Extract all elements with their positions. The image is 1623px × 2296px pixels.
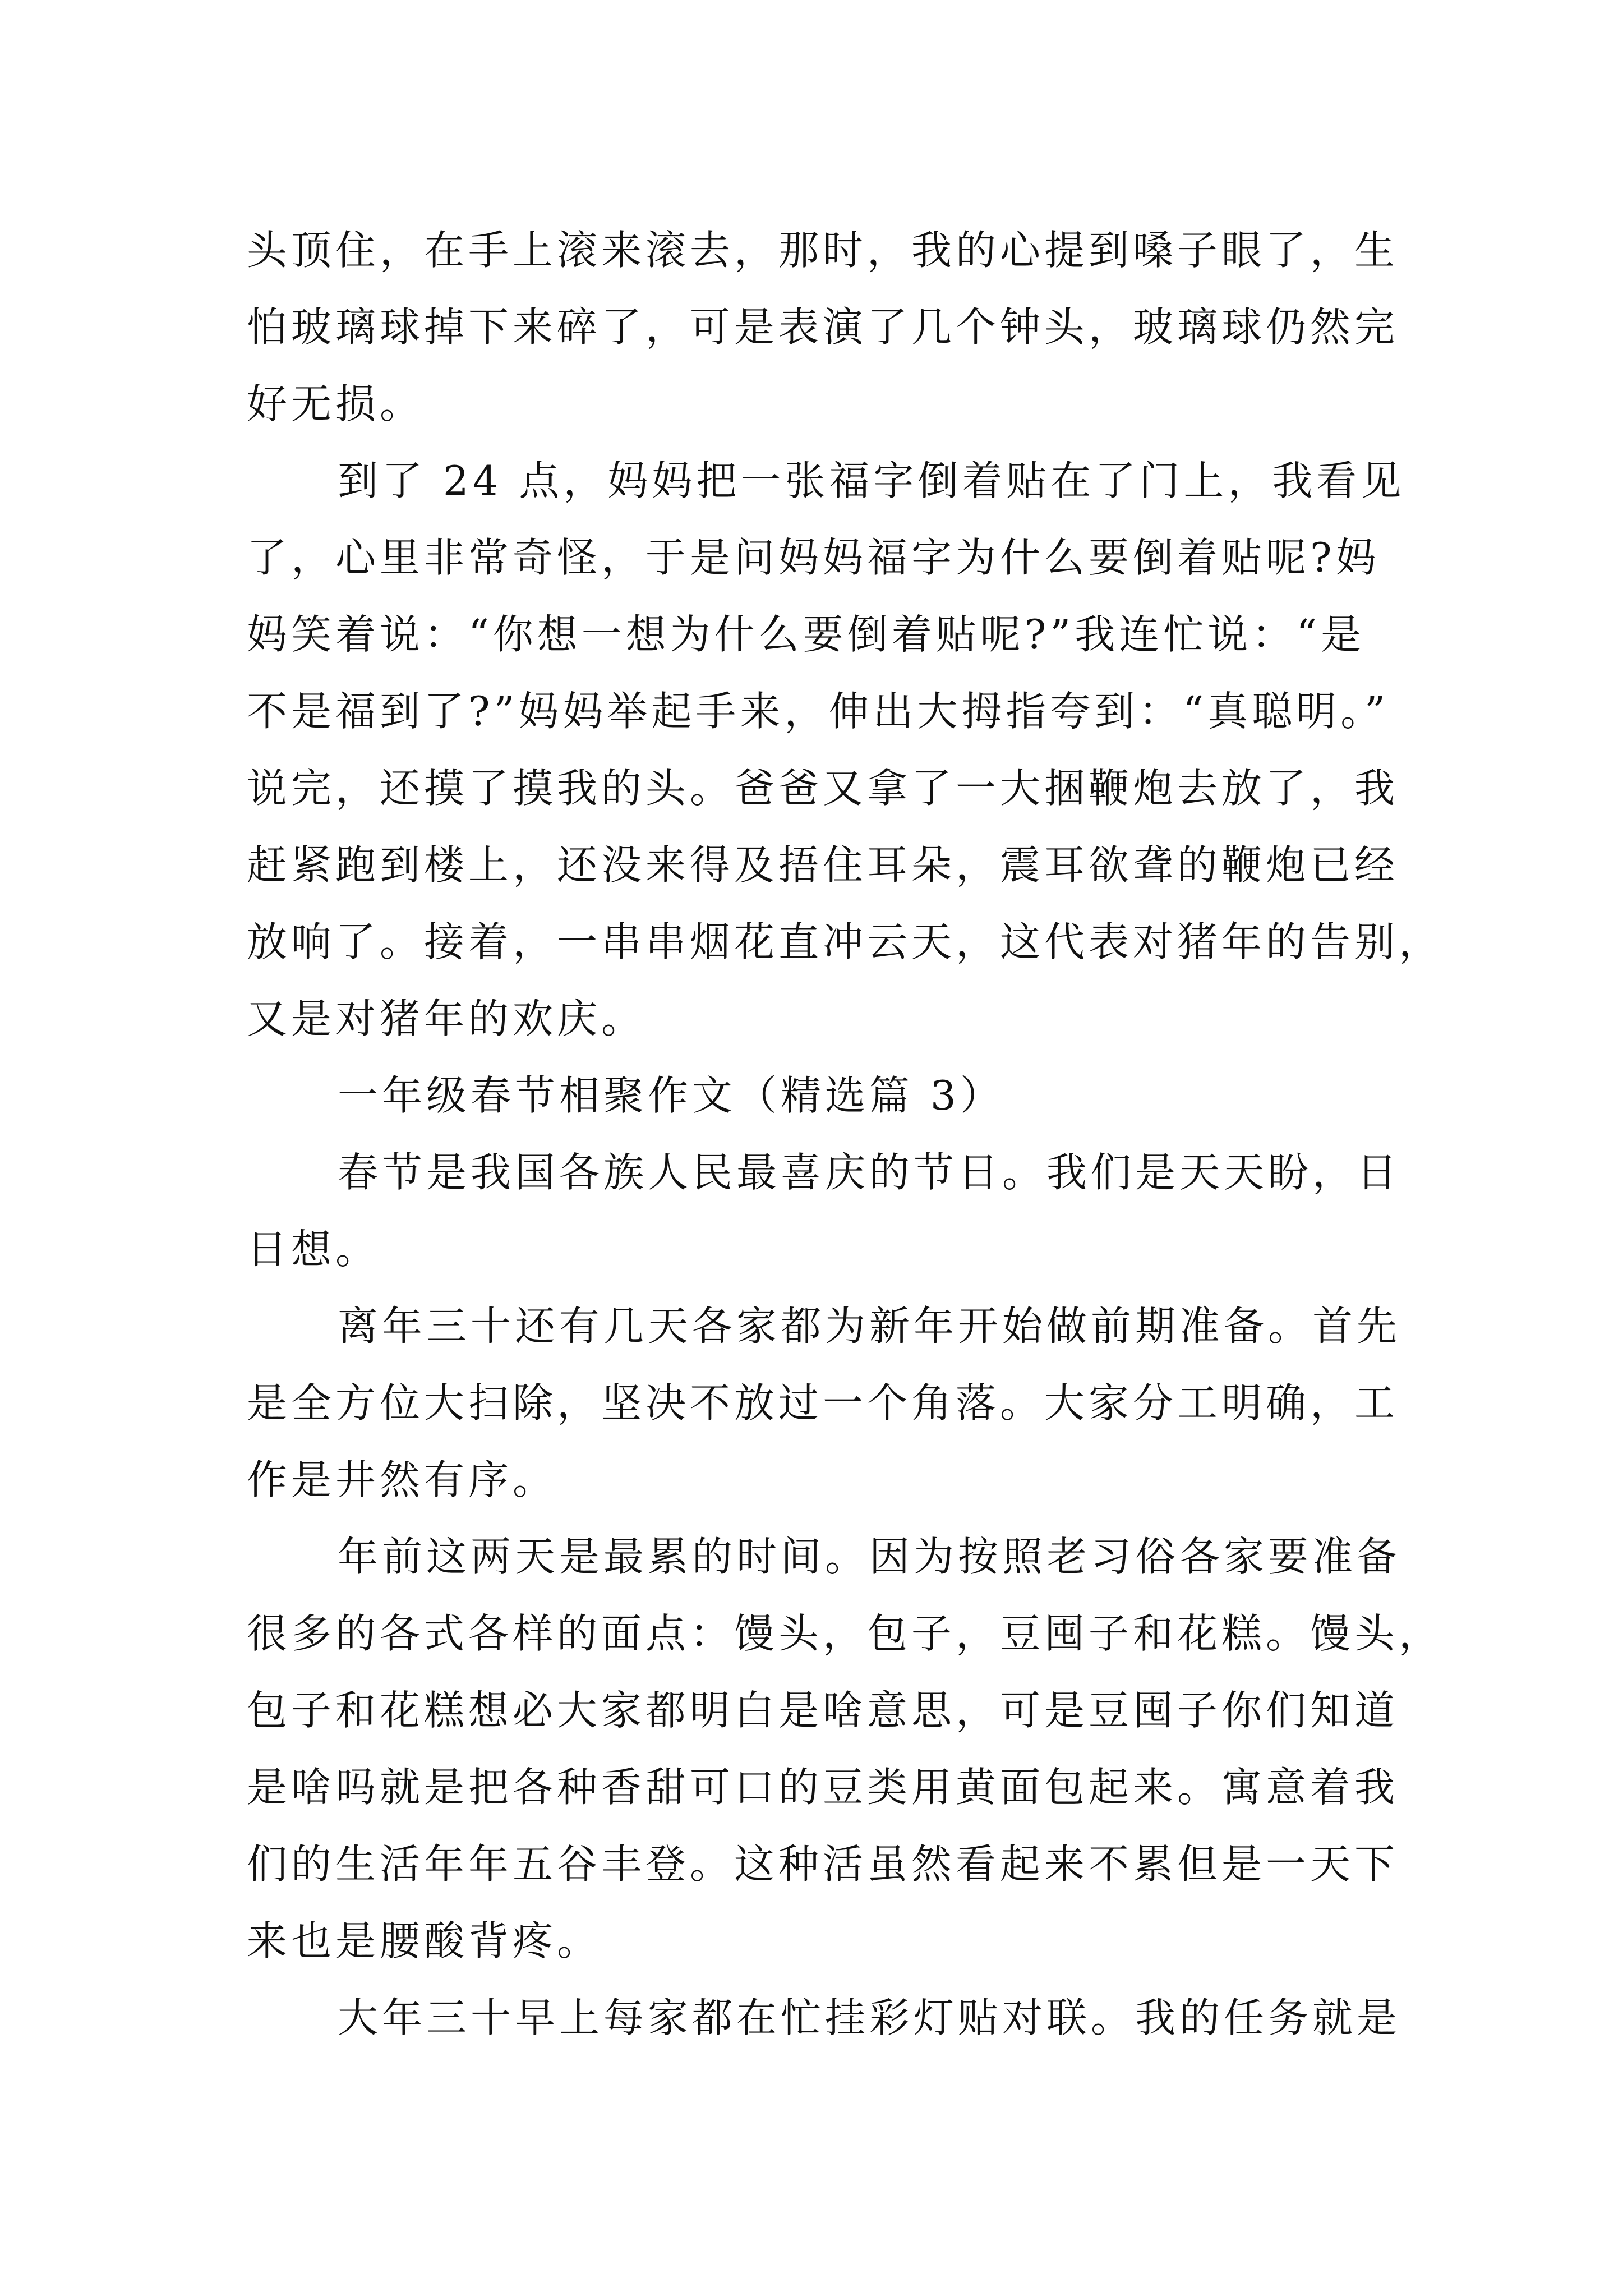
text-line: 不是福到了?”妈妈举起手来，伸出大拇指夸到：“真聪明。”: [247, 688, 1390, 735]
text-line: 赶紧跑到楼上，还没来得及捂住耳朵，震耳欲聋的鞭炮已经: [247, 841, 1399, 889]
text-line: 是啥吗就是把各种香甜可口的豆类用黄面包起来。寓意着我: [247, 1764, 1399, 1811]
paragraph-start-line: 离年三十还有几天各家都为新年开始做前期准备。首先: [338, 1303, 1401, 1350]
text-line: 放响了。接着，一串串烟花直冲云天，这代表对猪年的告别，: [247, 918, 1444, 965]
text-line: 头顶住，在手上滚来滚去，那时，我的心提到嗓子眼了，生: [247, 227, 1399, 274]
text-line: 来也是腰酸背疼。: [247, 1917, 602, 1964]
text-line: 说完，还摸了摸我的头。爸爸又拿了一大捆鞭炮去放了，我: [247, 765, 1399, 812]
paragraph-start-line: 到了 24 点，妈妈把一张福字倒着贴在了门上，我看见: [338, 457, 1405, 504]
section-heading: 一年级春节相聚作文（精选篇 3）: [338, 1072, 1004, 1119]
text-line: 好无损。: [247, 380, 425, 427]
text-line: 们的生活年年五谷丰登。这种活虽然看起来不累但是一天下: [247, 1841, 1399, 1888]
text-line: 妈笑着说：“你想一想为什么要倒着贴呢?”我连忙说：“是: [247, 611, 1366, 658]
text-line: 日想。: [247, 1226, 380, 1273]
document-body: [247, 212, 1444, 2056]
text-line: 作是井然有序。: [247, 1456, 557, 1503]
paragraph-start-line: 年前这两天是最累的时间。因为按照老习俗各家要准备: [338, 1533, 1401, 1580]
text-line: 包子和花糕想必大家都明白是啥意思，可是豆囤子你们知道: [247, 1687, 1399, 1734]
paragraph-start-line: 大年三十早上每家都在忙挂彩灯贴对联。我的任务就是: [338, 1994, 1401, 2041]
text-line: 很多的各式各样的面点：馒头，包子，豆囤子和花糕。馒头，: [247, 1610, 1444, 1657]
text-line: 怕玻璃球掉下来碎了，可是表演了几个钟头，玻璃球仍然完: [247, 303, 1399, 351]
text-line: 是全方位大扫除，坚决不放过一个角落。大家分工明确，工: [247, 1379, 1399, 1427]
text-line: 又是对猪年的欢庆。: [247, 995, 646, 1042]
text-line: 了，心里非常奇怪，于是问妈妈福字为什么要倒着贴呢?妈: [247, 534, 1380, 581]
paragraph-start-line: 春节是我国各族人民最喜庆的节日。我们是天天盼，日: [338, 1149, 1401, 1196]
